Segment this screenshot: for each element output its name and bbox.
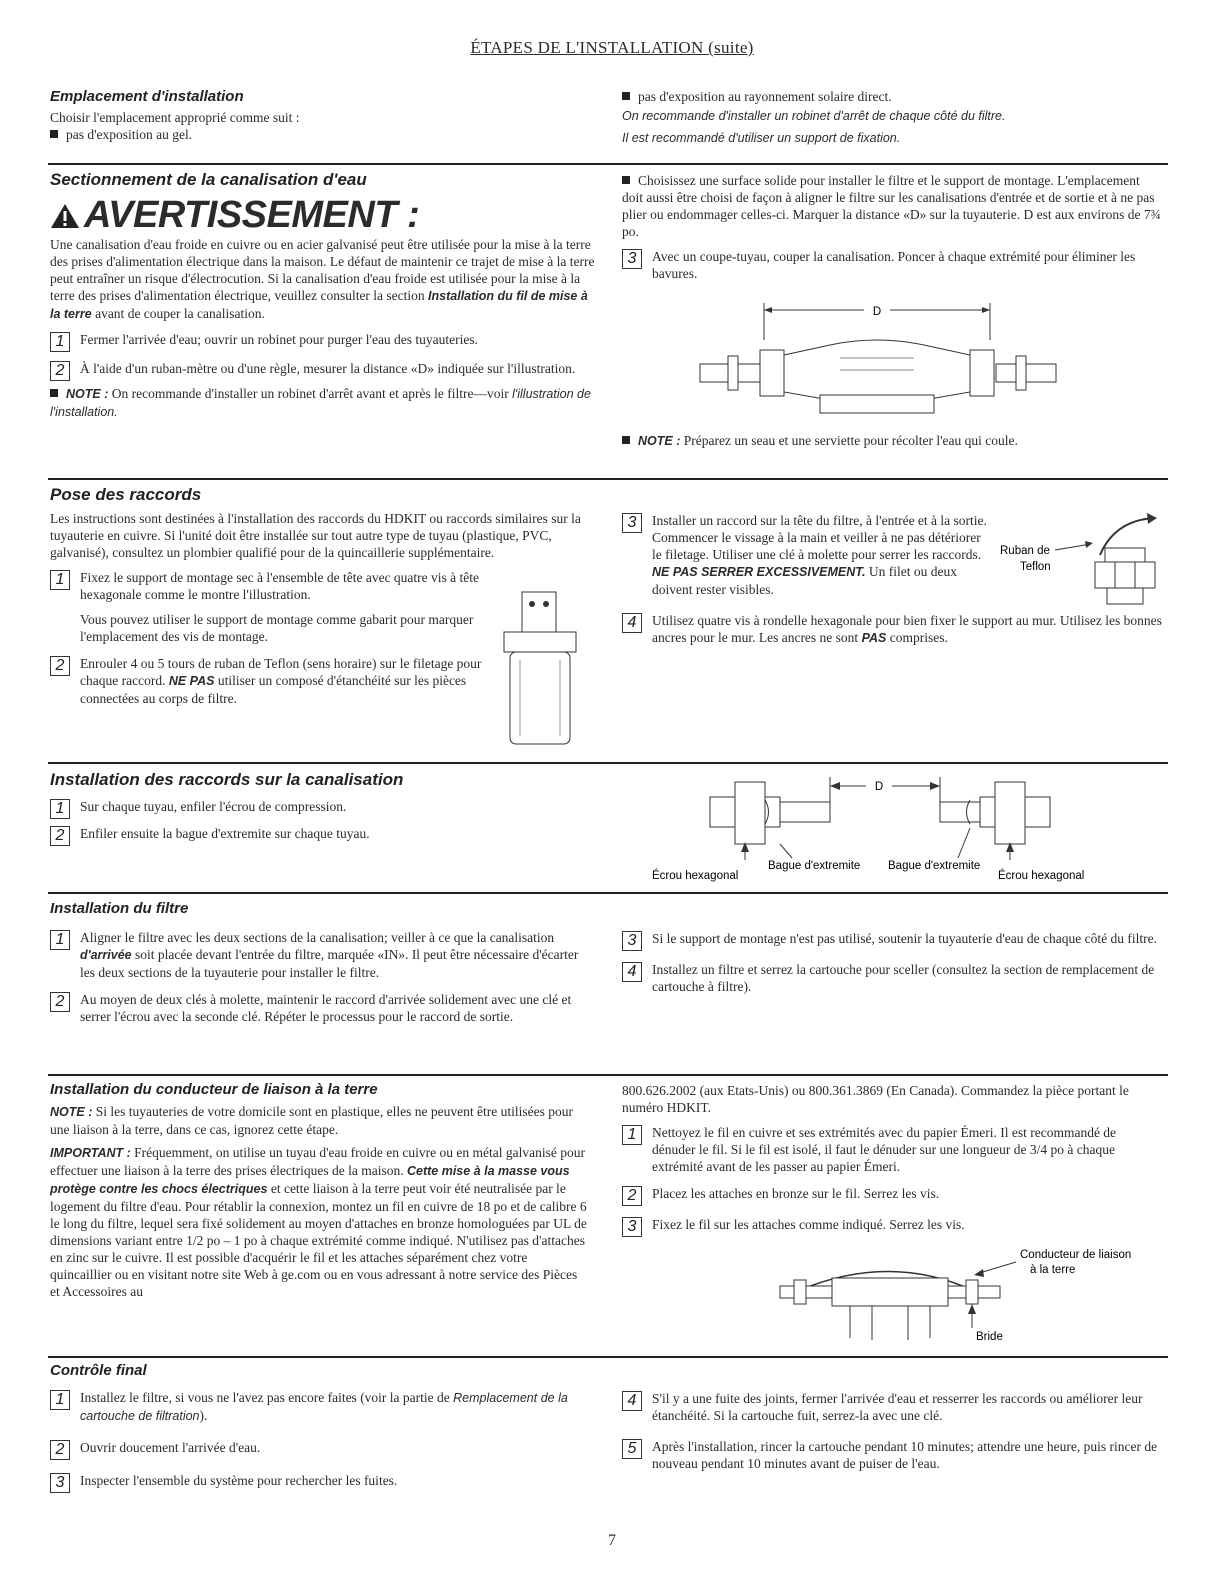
location-bullet-2: pas d'exposition au rayonnement solaire direct.	[638, 89, 892, 104]
divider	[48, 762, 1168, 764]
filter-step-3: 3 Si le support de montage n'est pas utilisé, soutenir la tuyauterie d'eau de chaque côté du filtre.	[622, 930, 1162, 947]
location-note-1: On recommande d'installer un robinet d'arrêt de chaque côté du filtre.	[622, 109, 1006, 123]
warning-block	[50, 194, 595, 237]
divider	[48, 1074, 1168, 1076]
location-intro: Choisir l'emplacement approprié comme suit :	[50, 110, 300, 125]
warning-text: Une canalisation d'eau froide en cuivre ou en acier galvanisé peut être utilisée pour la mise à la terre des prises d'alimentation électrique dans la maison. Le défaut de maintenir ce trajet de mise à la terre peut entraîner un risque d'électrocution. Si la canalisation d'eau froide est utilisée pour la mise à la terre des prises d'alimentation électrique, veuillez consulter la section Installation du fil de mise à la terre avant de couper la canalisation.	[50, 237, 595, 321]
cut-step-1: 1 Fermer l'arrivée d'eau; ouvrir un robinet pour purger l'eau des tuyauteries.	[50, 331, 595, 348]
svg-text:Bague d'extremite: Bague d'extremite	[768, 860, 861, 872]
cut-note: NOTE : On recommande d'installer un robinet d'arrêt avant et après le filtre—voir l'illustration de l'installation.	[50, 386, 591, 419]
location-section	[50, 88, 590, 143]
cut-right-bullet: Choisissez une surface solide pour installer le filtre et le support de montage. L'emplacement doit aussi être choisi de façon à aligner le filtre sur les canalisations d'entrée et de sortie et à ne pas plier ou endommager celles-ci. Marquer la distance «D» sur la tuyauterie. D est aux environs de 7¾ po.	[622, 173, 1161, 239]
location-right	[622, 88, 1162, 147]
ground-step-1: 1 Nettoyez le fil en cuivre et ses extrémités avec du papier Émeri. Il est recommandé de dénuder le fil. Si le fil est isolé, il faut le dénuder sur une longueur de 3/4 po à chaque extrémité avant de les passer au papier Émeri.	[622, 1124, 1162, 1175]
divider	[48, 892, 1168, 894]
final-step-5: 5 Après l'installation, rincer la cartouche pendant 10 minutes; attendre une heure, puis rincer de nouveau pendant 10 minutes avant de puiser de l'eau.	[622, 1438, 1162, 1472]
fittings-step-1: 1 Fixez le support de montage sec à l'ensemble de tête avec quatre vis à tête hexagonale comme le montre l'illustration. Vous pouvez utiliser le support de montage comme gabarit pour marquer l'emplacement des vis de montage.	[50, 569, 490, 645]
bullet-icon	[622, 92, 630, 100]
location-note-2: Il est recommandé d'utiliser un support de fixation.	[622, 131, 901, 145]
fittings-heading: Pose des raccords	[50, 485, 202, 504]
svg-text:Teflon: Teflon	[1020, 561, 1051, 573]
warning-title: AVERTISSEMENT :	[84, 194, 420, 236]
filter-install-section	[50, 900, 590, 1025]
filter-step-4: 4 Installez un filtre et serrez la cartouche pour sceller (consultez la section de remplacement de cartouche à filtre).	[622, 961, 1162, 995]
cut-step-3: 3 Avec un coupe-tuyau, couper la canalisation. Poncer à chaque extrémité pour éliminer les bavures.	[622, 248, 1162, 282]
filter-install-right	[622, 930, 1162, 995]
svg-text:Conducteur de liaison: Conducteur de liaison	[1020, 1249, 1132, 1261]
filter-step-2: 2 Au moyen de deux clés à molette, maintenir le raccord d'arrivée solidement avec une clé et serrer l'écrou avec la seconde clé. Répéter le processus pour le raccord de sortie.	[50, 991, 590, 1025]
svg-text:D: D	[874, 781, 884, 793]
ground-step-3: 3 Fixez le fil sur les attaches comme indiqué. Serrez les vis.	[622, 1216, 1162, 1233]
svg-text:Bague d'extremite: Bague d'extremite	[888, 860, 981, 872]
divider	[48, 1356, 1168, 1358]
pipe-fittings-step-1: 1 Sur chaque tuyau, enfiler l'écrou de compression.	[50, 798, 590, 815]
page-number: 7	[608, 1532, 616, 1549]
diagram-d-label: D	[872, 306, 882, 318]
ground-important: IMPORTANT : Fréquemment, on utilise un tuyau d'eau froide en cuivre ou en métal galvanisé pour effectuer une liaison à la terre des prises électriques de la maison. Cette mise à la masse vous protège contre les chocs électriques et cette liaison à la terre peut voir été neutralisée par le logement du filtre d'eau. Pour rétablir la connexion, montez un fil en cuivre de 18 po et de calibre 6 le long du filtre, lequel sera fixé solidement au moyen d'attaches en bronze homologuées par UL de dimensions variant entre 1/2 po – 1 po à chaque extrémité comme indiqué. N'utilisez pas d'attaches en zinc sur le cuivre. Il est possible d'acquérir le fil et les attaches séparément chez votre quincaillier ou en visitant notre site Web à ge.com ou en vous adressant à notre service des Pièces et Accessoires au	[50, 1145, 587, 1299]
pipe-fittings-section	[50, 770, 590, 842]
fittings-step-4: 4 Utilisez quatre vis à rondelle hexagonale pour bien fixer le support au mur. Utilisez les bonnes ancres pour le mur. Les ancres ne sont PAS comprises.	[622, 612, 1162, 647]
final-step-1: 1 Installez le filtre, si vous ne l'avez pas encore faites (voir la partie de Remplacement de la cartouche de filtration).	[50, 1389, 590, 1425]
filter-bracket-illustration	[500, 590, 580, 750]
page-title: ÉTAPES DE L'INSTALLATION (suite)	[470, 38, 754, 57]
svg-text:Ruban de: Ruban de	[1000, 545, 1050, 557]
final-right	[622, 1390, 1162, 1472]
final-step-3: 3 Inspecter l'ensemble du système pour rechercher les fuites.	[50, 1472, 590, 1489]
svg-text:Bride: Bride	[976, 1331, 1003, 1343]
cut-right	[622, 172, 1162, 282]
divider	[48, 163, 1168, 165]
fittings-step-3: 3 Installer un raccord sur la tête du filtre, à l'entrée et à la sortie. Commencer le vissage à la main et veiller à ne pas détériorer le filetage. Utiliser une clé à molette pour serrer les raccords. NE PAS SERRER EXCESSIVEMENT. Un filet ou deux doivent rester visibles.	[622, 512, 992, 598]
svg-text:Écrou hexagonal: Écrou hexagonal	[652, 870, 739, 882]
svg-text:à la terre: à la terre	[1030, 1264, 1076, 1276]
ground-section	[50, 1081, 590, 1300]
filter-install-heading: Installation du filtre	[50, 900, 189, 917]
divider	[48, 478, 1168, 480]
location-bullet-1: pas d'exposition au gel.	[66, 127, 193, 142]
bullet-icon	[50, 130, 58, 138]
ground-note: NOTE : Si les tuyauteries de votre domicile sont en plastique, elles ne peuvent être utilisées pour une liaison à la terre, dans ce cas, ignorez cette étape.	[50, 1104, 573, 1137]
final-section	[50, 1362, 590, 1489]
ground-right	[622, 1082, 1162, 1233]
cut-section	[50, 170, 595, 421]
ground-right-intro: 800.626.2002 (aux Etats-Unis) ou 800.361.3869 (En Canada). Commandez la pièce portant le numéro HDKIT.	[622, 1083, 1129, 1115]
pipe-fittings-heading: Installation des raccords sur la canalisation	[50, 770, 404, 789]
fittings-step-2: 2 Enrouler 4 ou 5 tours de ruban de Teflon (sens horaire) sur le filetage pour chaque raccord. NE PAS utiliser un composé d'étanchéité sur les pièces connectées au corps de filtre.	[50, 655, 490, 707]
filter-step-1: 1 Aligner le filtre avec les deux sections de la canalisation; veiller à ce que la canalisation d'arrivée soit placée devant l'entrée du filtre, marquée «IN». Il peut être nécessaire d'écarter les deux sections de la tuyauterie pour installer le filtre.	[50, 929, 590, 981]
cut-heading: Sectionnement de la canalisation d'eau	[50, 170, 367, 189]
ground-step-2: 2 Placez les attaches en bronze sur le fil. Serrez les vis.	[622, 1185, 1162, 1202]
cut-right-note: NOTE : Préparez un seau et une serviette pour récolter l'eau qui coule.	[622, 432, 1162, 450]
ground-heading: Installation du conducteur de liaison à la terre	[50, 1081, 378, 1098]
ground-wire-diagram	[780, 1248, 1150, 1348]
cut-step-2: 2 À l'aide d'un ruban-mètre ou d'une règle, mesurer la distance «D» indiquée sur l'illustration.	[50, 360, 595, 377]
svg-text:Écrou hexagonal: Écrou hexagonal	[998, 870, 1085, 882]
teflon-tape-diagram	[995, 510, 1165, 610]
fittings-intro: Les instructions sont destinées à l'installation des raccords du HDKIT ou raccords similaires sur la tuyauterie en cuivre. Si l'unité doit être installée sur tout autre type de tuyau (plastique, PVC, galvanisé), consultez un plombier qualifié pour de la quincaillerie supplémentaire.	[50, 511, 581, 560]
location-heading: Emplacement d'installation	[50, 88, 244, 105]
compression-fitting-diagram	[640, 772, 1110, 887]
final-heading: Contrôle final	[50, 1362, 147, 1379]
pipe-cut-diagram	[690, 300, 1090, 420]
final-step-2: 2 Ouvrir doucement l'arrivée d'eau.	[50, 1439, 590, 1456]
pipe-fittings-step-2: 2 Enfiler ensuite la bague d'extremite sur chaque tuyau.	[50, 825, 590, 842]
warning-triangle-icon	[50, 203, 80, 229]
final-step-4: 4 S'il y a une fuite des joints, fermer l'arrivée d'eau et resserrer les raccords ou améliorer leur étanchéité. Si la cartouche fuit, serrez-la avec une clé.	[622, 1390, 1162, 1424]
